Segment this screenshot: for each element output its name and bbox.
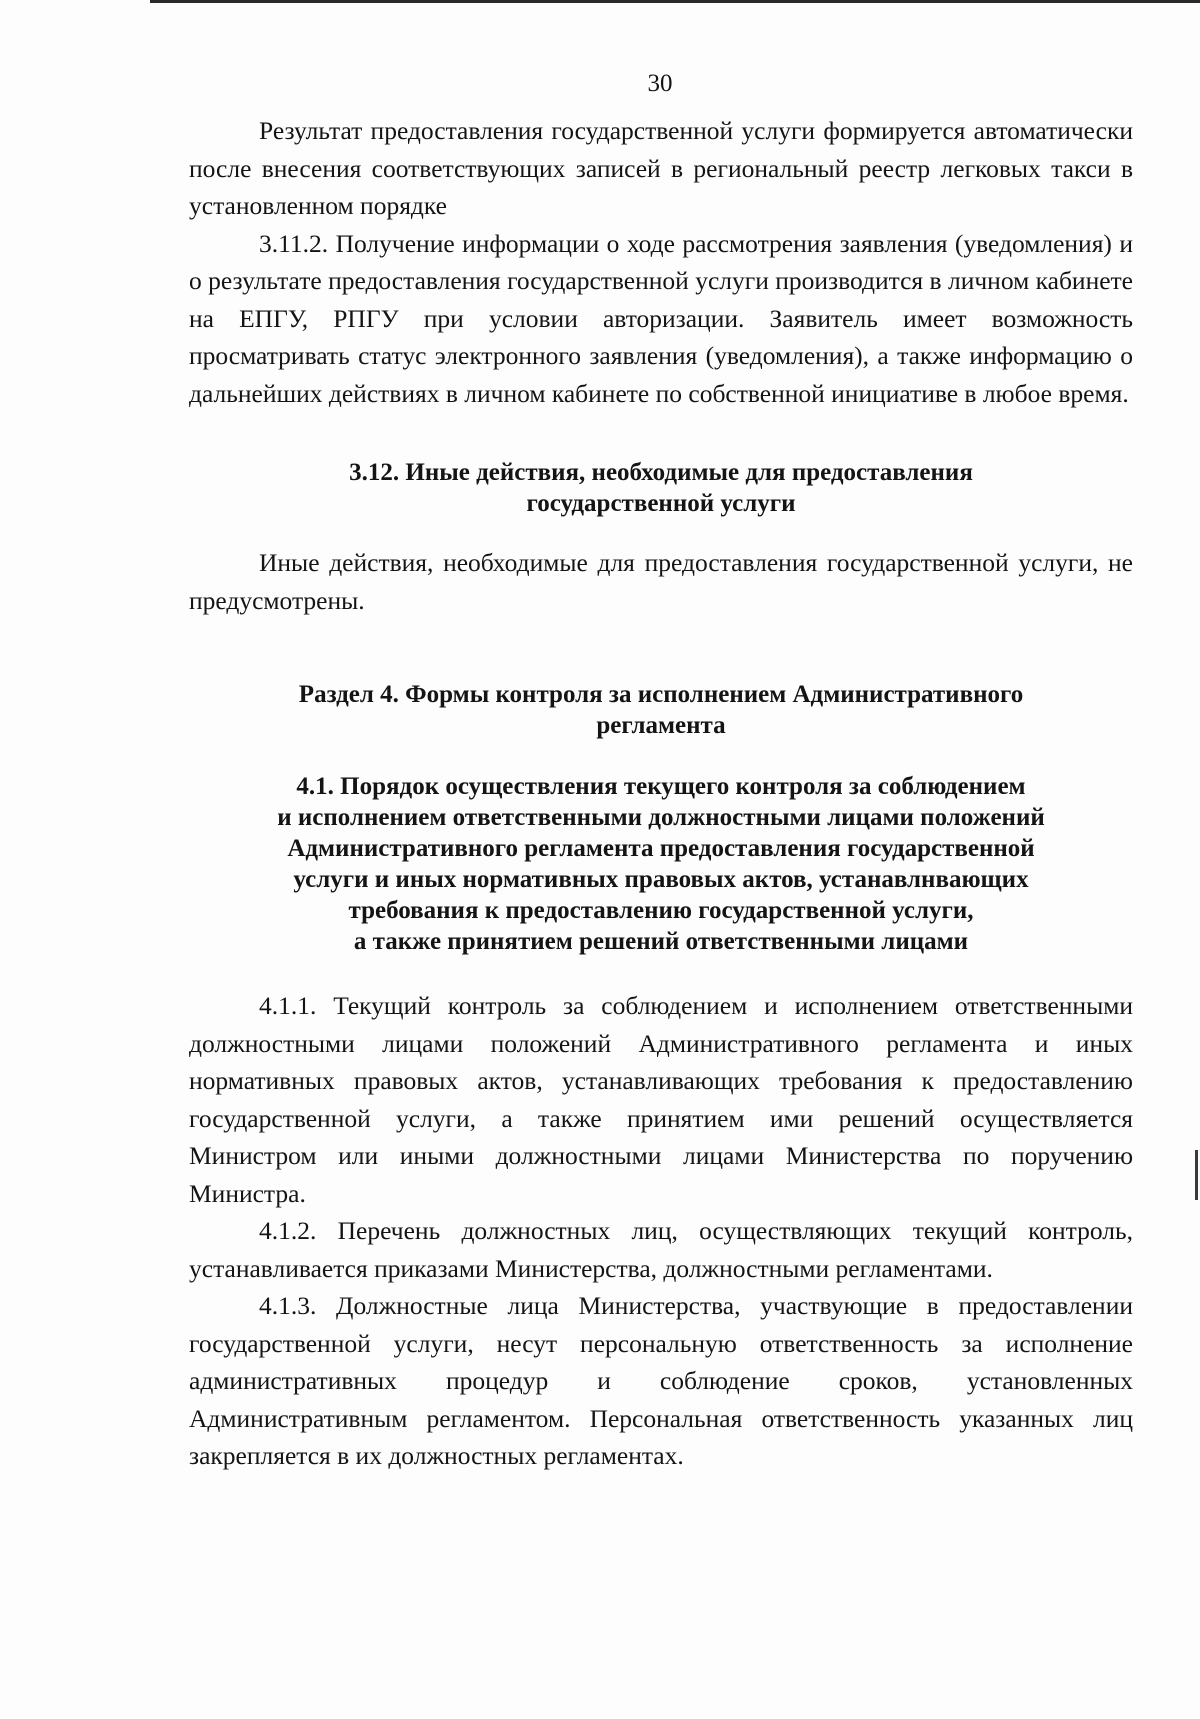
section-4-heading-line-1: Раздел 4. Формы контроля за исполнением Административного [298, 681, 1024, 708]
heading-4-1-line: и исполнением ответственными должностными лицами положений [277, 804, 1045, 831]
paragraph-4-1-2: 4.1.2. Перечень должностных лиц, осуществляющих текущий контроль, устанавливается приказами Министерства, должностными регламентами. [189, 1216, 1133, 1283]
paragraph-3-11-2: 3.11.2. Получение информации о ходе рассмотрения заявления (уведомления) и о результате предоставления государственной услуги производится в личном кабинете на ЕПГУ, РПГУ при условии авторизации. Заявитель имеет возможность просматривать статус электронного заявления (уведомления), а также информацию о дальнейших действиях в личном кабинете по собственной инициативе в любое время. [189, 228, 1133, 408]
paragraph-result: Результат предоставления государственной услуги формируется автоматически после внесения соответствующих записей в региональный реестр легковых такси в установленном порядке [189, 116, 1133, 220]
heading-4-1-line: требования к предоставлению государственной услуги, [348, 897, 974, 924]
document-body [189, 112, 1133, 1475]
scan-edge-mark [1195, 1150, 1198, 1200]
section-4-heading [189, 679, 1133, 741]
section-4-heading-line-2: регламента [596, 712, 726, 739]
paragraph-4-1-1: 4.1.1. Текущий контроль за соблюдением и исполнением ответственными должностными лицами положений Административного регламента и иных нормативных правовых актов, устанавливающих требования к предоставлению государственной услуги, а также принятием ими решений осуществляется Министром или иными должностными лицами Министерства по поручению Министра. [189, 991, 1133, 1208]
heading-3-12-line-2: государственной услуги [526, 490, 796, 517]
heading-4-1-line: 4.1. Порядок осуществления текущего контроля за соблюдением [296, 773, 1026, 800]
top-edge-rule [150, 0, 1200, 3]
paragraph-3-12: Иные действия, необходимые для предоставления государственной услуги, не предусмотрены. [189, 548, 1133, 615]
page-number: 30 [647, 70, 673, 97]
heading-4-1-line: Административного регламента предоставления государственной [287, 835, 1035, 862]
heading-4-1-line: а также принятием решений ответственными лицами [353, 928, 969, 955]
paragraph-4-1-3: 4.1.3. Должностные лица Министерства, участвующие в предоставлении государственной услуги, несут персональную ответственность за исполнение административных процедур и соблюдение сроков, установленных Административным регламентом. Персональная ответственность указанных лиц закрепляется в их должностных регламентах. [189, 1291, 1133, 1470]
heading-4-1 [189, 771, 1133, 957]
heading-3-12-line-1: 3.12. Иные действия, необходимые для предоставления [349, 459, 973, 486]
heading-4-1-line: услуги и иных нормативных правовых актов, устанавлнвающих [293, 866, 1029, 893]
heading-3-12 [189, 457, 1133, 519]
